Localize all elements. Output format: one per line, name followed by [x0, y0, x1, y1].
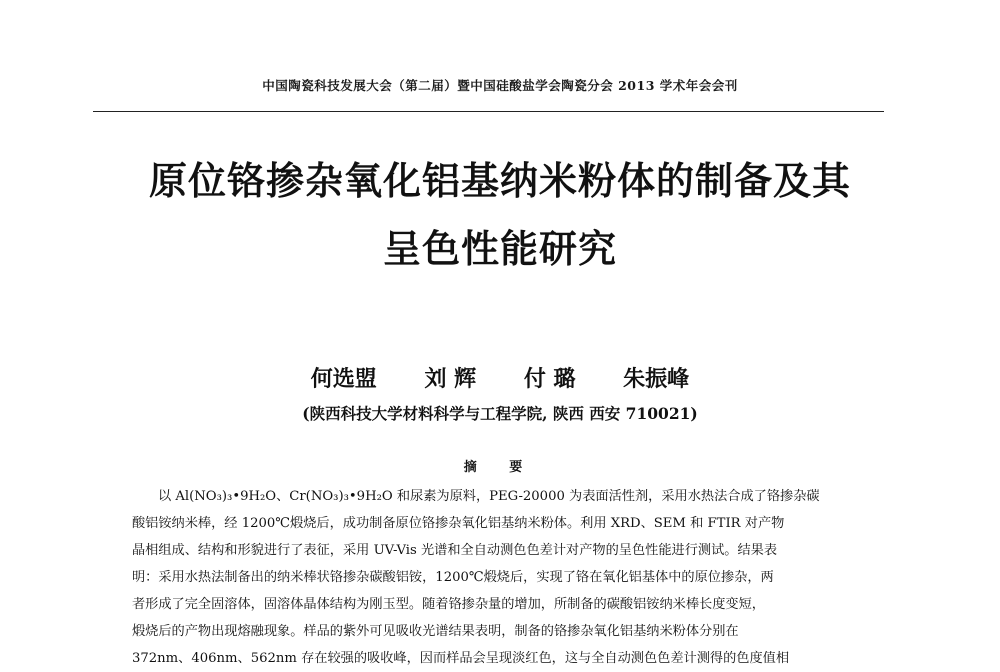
abstract-line: 372nm、406nm、562nm 存在较强的吸收峰，因而样品会呈现淡红色，这与全自动测色色差计测得的色度值相 — [132, 651, 790, 666]
abstract-line: 明：采用水热法制备出的纳米棒状铬掺杂碳酸铝铵，1200℃煅烧后，实现了铬在氧化铝基体中的原位掺杂，两 — [132, 570, 774, 585]
affiliation: (陕西科技大学材料科学与工程学院, 陕西 西安 710021) — [302, 404, 698, 423]
abstract-line: 酸铝铵纳米棒，经 1200℃煅烧后，成功制备原位铬掺杂氧化铝基纳米粉体。利用 XRD、SEM 和 FTIR 对产物 — [132, 516, 785, 531]
abstract-line: 者形成了完全固溶体，固溶体晶体结构为刚玉型。随着铬掺杂量的增加，所制备的碳酸铝铵纳米棒长度变短， — [132, 597, 765, 612]
abstract-heading: 摘 要 — [463, 460, 537, 475]
abstract-line: 以 Al(NO₃)₃•9H₂O、Cr(NO₃)₃•9H₂O 和尿素为原料，PEG-20000 为表面活性剂，采用水热法合成了铬掺杂碳 — [158, 489, 820, 504]
abstract-line: 煅烧后的产物出现熔融现象。样品的紫外可见吸收光谱结果表明，制备的铬掺杂氧化铝基纳米粉体分别在 — [132, 624, 739, 639]
paper-title-line-2: 呈色性能研究 — [382, 227, 617, 271]
abstract-line: 晶相组成、结构和形貌进行了表征，采用 UV-Vis 光谱和全自动测色色差计对产物的呈色性能进行测试。结果表 — [132, 543, 778, 558]
author-name: 朱振峰 — [623, 367, 690, 392]
author-name: 刘 辉 — [424, 367, 477, 392]
author-name: 付 璐 — [523, 367, 576, 392]
abstract-body — [132, 483, 858, 672]
running-header: 中国陶瓷科技发展大会（第二届）暨中国硅酸盐学会陶瓷分会 2013 学术年会会刊 — [262, 78, 738, 93]
paper-title-line-1: 原位铬掺杂氧化铝基纳米粉体的制备及其 — [148, 159, 851, 203]
author-list — [0, 362, 1000, 393]
author-name: 何选盟 — [310, 367, 377, 392]
header-rule — [93, 111, 884, 112]
